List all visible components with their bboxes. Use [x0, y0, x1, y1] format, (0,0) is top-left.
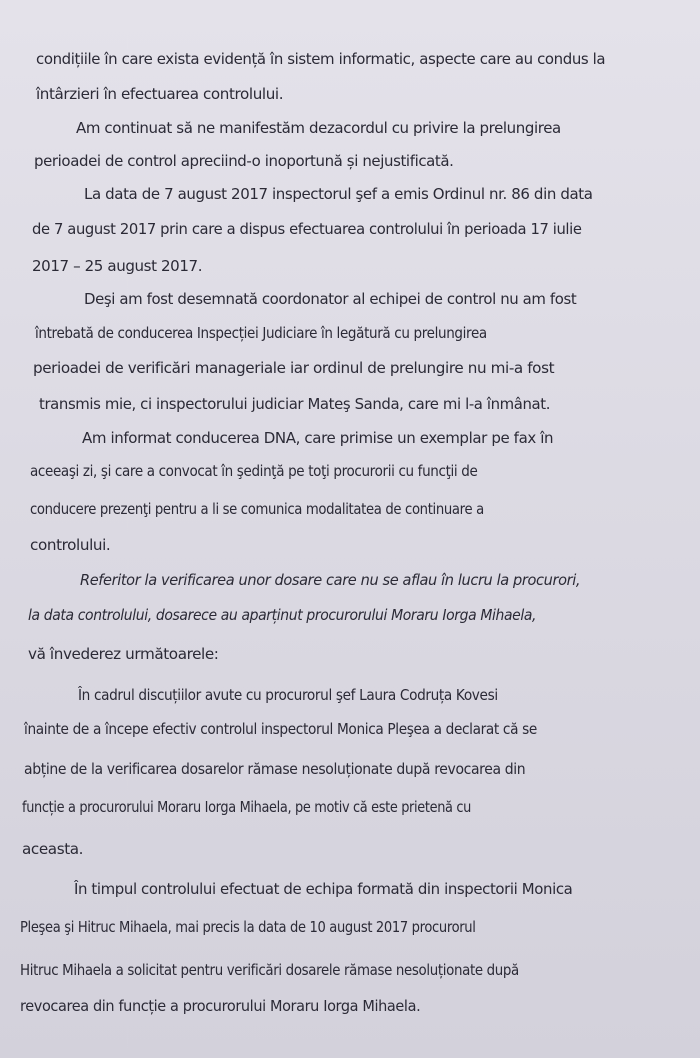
text-line: revocarea din funcție a procurorului Moraru Iorga Mihaela.	[20, 997, 421, 1015]
text-line: abține de la verificarea dosarelor rămase nesoluționate după revocarea din	[24, 760, 526, 778]
text-line: înainte de a începe efectiv controlul inspectorul Monica Pleşea a declarat că se	[24, 720, 537, 738]
text-line: de 7 august 2017 prin care a dispus efectuarea controlului în perioada 17 iulie	[32, 220, 582, 238]
text-line: întârzieri în efectuarea controlului.	[36, 85, 284, 103]
text-line: Hitruc Mihaela a solicitat pentru verificări dosarele rămase nesoluționate după	[20, 961, 519, 979]
text-line: la data controlului, dosarece au aparținut procurorului Moraru Iorga Mihaela,	[28, 606, 537, 624]
text-line: conducere prezenţi pentru a li se comunica modalitatea de continuare a	[30, 500, 484, 518]
text-line: aceasta.	[22, 840, 84, 858]
text-line: Pleşea şi Hitruc Mihaela, mai precis la data de 10 august 2017 procurorul	[20, 918, 476, 936]
text-line: controlului.	[30, 536, 111, 554]
text-line: transmis mie, ci inspectorului judiciar Mateş Sanda, care mi l-a înmânat.	[39, 395, 551, 413]
text-line: întrebată de conducerea Inspecției Judiciare în legătură cu prelungirea	[35, 324, 487, 342]
text-line: perioadei de control apreciind-o inoportună și nejustificată.	[34, 152, 454, 170]
text-line: La data de 7 august 2017 inspectorul şef a emis Ordinul nr. 86 din data	[84, 185, 593, 203]
text-line: vă învederez următoarele:	[28, 645, 219, 663]
text-line: Am continuat să ne manifestăm dezacordul cu privire la prelungirea	[76, 119, 561, 137]
text-line: Deşi am fost desemnată coordonator al echipei de control nu am fost	[84, 290, 577, 308]
text-line: perioadei de verificări manageriale iar ordinul de prelungire nu mi-a fost	[33, 359, 555, 377]
text-line: Referitor la verificarea unor dosare care nu se aflau în lucru la procurori,	[80, 571, 581, 589]
text-line: condițiile în care exista evidență în sistem informatic, aspecte care au condus la	[36, 50, 606, 68]
text-line: aceeaşi zi, şi care a convocat în şedinţă pe toţi procurorii cu funcţii de	[30, 462, 478, 480]
text-line: Am informat conducerea DNA, care primise un exemplar pe fax în	[82, 429, 554, 447]
text-line: funcție a procurorului Moraru Iorga Mihaela, pe motiv că este prietenă cu	[22, 798, 471, 816]
text-line: 2017 – 25 august 2017.	[32, 257, 203, 275]
text-line: În cadrul discuțiilor avute cu procurorul şef Laura Codruța Kovesi	[78, 686, 498, 704]
text-line: În timpul controlului efectuat de echipa formată din inspectorii Monica	[74, 880, 573, 898]
